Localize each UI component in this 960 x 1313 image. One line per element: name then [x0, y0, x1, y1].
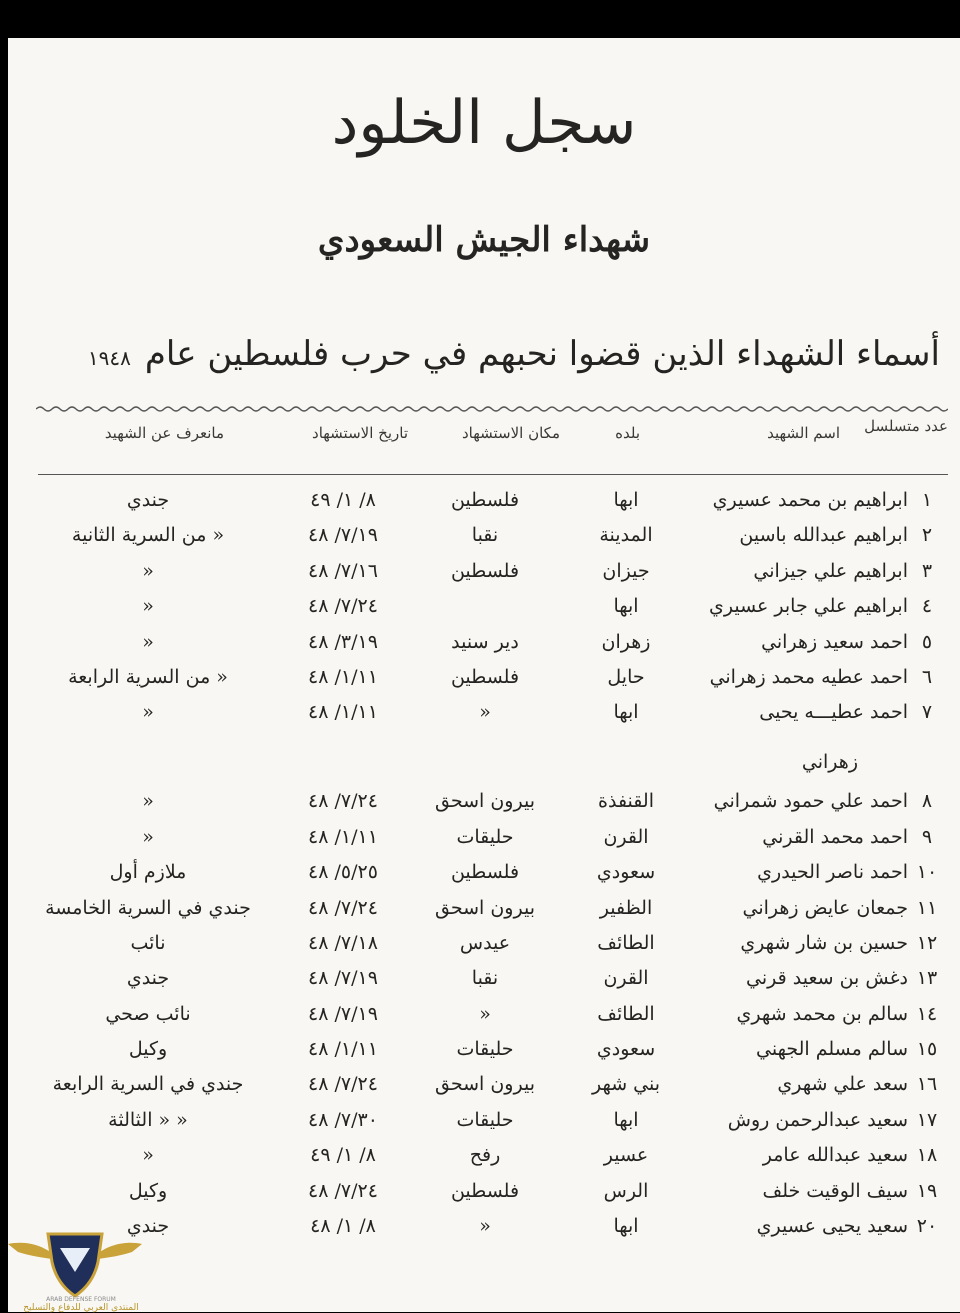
martyr-notes: جندي في السرية الخامسة: [45, 896, 251, 919]
martyr-name: احمد عطيـــه يحيى: [759, 701, 908, 724]
table-row: [36, 925, 948, 960]
row-num: ٨: [921, 790, 933, 813]
row-num: ١٤: [916, 1002, 938, 1025]
martyr-town: المدينة: [599, 524, 653, 547]
table-row: [36, 517, 948, 552]
table-row: [36, 1173, 948, 1208]
table-row: [36, 960, 948, 995]
martyr-town: القرن: [603, 967, 649, 990]
martyr-town: ابها: [613, 1108, 639, 1131]
row-num: ١: [921, 489, 933, 511]
table-row: [36, 854, 948, 889]
martyr-name: احمد محمد القرني: [762, 825, 908, 848]
martyr-town: القرن: [603, 825, 649, 848]
martyr-name: سعيد عبدالرحمن روش: [727, 1108, 908, 1131]
martyr-notes: نائب: [130, 931, 166, 954]
table-row: [36, 1031, 948, 1066]
martyrdom-place: فلسطين: [450, 861, 520, 884]
martyrdom-date: ٣/١٩/ ٤٨: [308, 630, 378, 653]
row-num: ٤: [921, 595, 933, 618]
table-row: [36, 659, 948, 694]
row-num: ١٨: [916, 1144, 938, 1167]
martyr-notes: ملازم أول: [109, 861, 187, 884]
martyr-name: ابراهيم علي جيزاني: [753, 559, 908, 582]
martyr-name: جمعان عايض زهراني: [742, 896, 908, 919]
martyr-name: ابراهيم علي جابر عسيري: [709, 595, 908, 618]
document-subtitle: شهداء الجيش السعودي: [317, 220, 651, 260]
martyrdom-place: فلسطين: [450, 665, 520, 688]
row-num: ١١: [916, 896, 938, 919]
list-heading: [36, 330, 940, 382]
martyr-town: ابها: [613, 489, 639, 511]
row-num: ٦: [921, 665, 933, 688]
martyrdom-place: «: [479, 1215, 491, 1238]
martyrdom-date: ٧/١٩/ ٤٨: [308, 967, 378, 990]
martyr-town: الظفير: [599, 896, 653, 919]
martyr-name-continued: زهراني: [801, 751, 858, 774]
martyr-town: بني شهر: [591, 1073, 661, 1096]
table-row: [36, 783, 948, 818]
header-notes: مانعرف عن الشهيد: [104, 424, 224, 442]
martyr-name: ابراهيم بن محمد عسيري: [712, 489, 908, 511]
martyr-town: سعودي: [596, 861, 656, 884]
martyrdom-place: حليقات: [456, 825, 514, 848]
martyrdom-place: بيرون اسحق: [435, 790, 535, 813]
table-row: [36, 553, 948, 588]
martyr-name: سيف الوقيت خلف: [762, 1179, 908, 1202]
table-row: [36, 624, 948, 659]
martyrdom-place: بيرون اسحق: [435, 896, 535, 919]
martyrdom-date: ٧/١٩/ ٤٨: [308, 1002, 378, 1025]
table-row: [36, 694, 948, 783]
wavy-divider: [36, 404, 948, 414]
martyr-town: حايل: [607, 665, 645, 688]
martyrdom-date: ٧/٢٤/ ٤٨: [308, 896, 378, 919]
martyrdom-place: فلسطين: [450, 559, 520, 582]
martyrdom-date: ١/١١/ ٤٨: [308, 665, 378, 688]
table-header: [36, 416, 948, 472]
document-title: سجل الخلود: [331, 88, 637, 158]
row-num: ١٣: [916, 967, 938, 990]
martyrdom-date: ٧/١٨/ ٤٨: [308, 931, 378, 954]
table-row: [36, 819, 948, 854]
martyr-name: سالم مسلم الجهني: [756, 1038, 908, 1061]
document-page: [8, 38, 960, 1312]
table-row: [36, 996, 948, 1031]
martyrdom-place: حليقات: [456, 1108, 514, 1131]
martyrdom-date: ٨/ ١/ ٤٩: [310, 489, 376, 511]
header-town: بلده: [615, 424, 640, 442]
martyr-notes: « « الثالثة: [108, 1108, 188, 1131]
martyr-town: الطائف: [597, 931, 655, 954]
martyr-town: ابها: [613, 1215, 639, 1238]
martyrdom-date: ١/١١/ ٤٨: [308, 1038, 378, 1061]
martyr-name: حسين بن شار شهري: [740, 931, 908, 954]
header-num: عدد متسلسل: [864, 417, 948, 435]
row-num: ١٢: [916, 931, 938, 954]
martyrdom-place: فلسطين: [450, 489, 520, 511]
martyr-town: الطائف: [597, 1002, 655, 1025]
martyr-town: سعودي: [596, 1038, 656, 1061]
martyrdom-place: حليقات: [456, 1038, 514, 1061]
martyrdom-place: فلسطين: [450, 1179, 520, 1202]
martyr-notes: « من السرية الثانية: [71, 524, 225, 547]
martyr-notes: «: [142, 790, 154, 813]
header-place: مكان الاستشهاد: [461, 424, 560, 442]
martyr-name: سعيد يحيى عسيري: [756, 1215, 908, 1238]
row-num: ١٥: [916, 1038, 938, 1061]
martyrdom-date: ٧/٣٠/ ٤٨: [308, 1108, 378, 1131]
martyr-name: احمد ناصر الحيدري: [757, 861, 908, 884]
martyr-notes: «: [142, 701, 154, 724]
martyrdom-place: «: [479, 701, 491, 724]
table-row: [36, 1208, 948, 1243]
martyrdom-date: ٨/ ١/ ٤٩: [310, 1144, 376, 1167]
martyr-town: القنفذة: [598, 790, 654, 813]
martyr-notes: جندي: [126, 967, 170, 990]
martyr-name: احمد علي حمود شمراني: [713, 790, 908, 813]
row-num: ٢٠: [916, 1215, 938, 1238]
martyr-notes: «: [142, 1144, 154, 1167]
martyr-town: الرس: [603, 1179, 649, 1202]
martyrdom-date: ٧/٢٤/ ٤٨: [308, 595, 378, 618]
martyr-notes: «: [142, 825, 154, 848]
table-row: [36, 1102, 948, 1137]
martyr-town: جيزان: [602, 559, 650, 582]
row-num: ١٧: [916, 1108, 938, 1131]
forum-logo-text: ARAB DEFENSE FORUM المنتدى العربي للدفاع والتسليح: [23, 1296, 139, 1313]
row-num: ١٩: [916, 1179, 938, 1202]
row-num: ٣: [921, 559, 933, 582]
header-date: تاريخ الاستشهاد: [312, 424, 408, 442]
row-num: ٩: [921, 825, 933, 848]
row-num: ٢: [921, 524, 933, 547]
row-num: ١٦: [916, 1073, 938, 1096]
martyrdom-date: ١/١١/ ٤٨: [308, 701, 378, 724]
martyrdom-date: ٧/٢٤/ ٤٨: [308, 1073, 378, 1096]
martyr-notes: جندي: [126, 489, 170, 511]
martyr-notes: «: [142, 630, 154, 653]
martyr-town: زهران: [601, 630, 651, 653]
heading-text: أسماء الشهداء الذين قضوا نحبهم في حرب فلسطين عام: [144, 334, 940, 374]
martyrs-table-body: [36, 482, 948, 1243]
martyrdom-place: نقبا: [471, 967, 499, 990]
martyrdom-place: عيدس: [459, 931, 511, 954]
martyrdom-date: ٨/ ١/ ٤٨: [310, 1215, 376, 1238]
martyr-name: سعيد عبدالله عامر: [762, 1144, 908, 1167]
martyr-name: ابراهيم عبدالله باسين: [739, 524, 908, 547]
martyr-town: عسير: [603, 1144, 649, 1167]
martyr-town: ابها: [613, 701, 639, 724]
martyr-name: سالم بن محمد شهري: [736, 1002, 908, 1025]
martyr-name: احمد عطيه محمد زهراني: [709, 665, 908, 688]
martyrdom-place: رفح: [469, 1144, 501, 1167]
martyr-notes: «: [142, 559, 154, 582]
row-num: ١٠: [916, 861, 938, 884]
martyr-name: دغش بن سعيد قرني: [746, 967, 908, 990]
martyrdom-date: ٧/١٩/ ٤٨: [308, 524, 378, 547]
martyr-notes: وكيل: [128, 1179, 168, 1202]
heading-year: ١٩٤٨: [87, 346, 131, 370]
martyr-notes: «: [142, 595, 154, 618]
martyrdom-place: نقبا: [471, 524, 499, 547]
martyr-name: سعد علي شهري: [777, 1073, 908, 1096]
martyr-name: احمد سعيد زهراني: [761, 630, 908, 653]
martyrdom-place: بيرون اسحق: [435, 1073, 535, 1096]
row-num: ٧: [921, 701, 933, 724]
martyr-notes: وكيل: [128, 1038, 168, 1061]
table-row: [36, 588, 948, 623]
martyrdom-place: دير سنيد: [451, 630, 519, 653]
martyrdom-date: ٧/١٦/ ٤٨: [308, 559, 378, 582]
table-row: [36, 890, 948, 925]
martyr-notes: جندي: [126, 1215, 170, 1238]
martyr-notes: جندي في السرية الرابعة: [52, 1073, 244, 1096]
header-rule: [38, 474, 948, 475]
martyrdom-date: ٧/٢٤/ ٤٨: [308, 790, 378, 813]
martyr-notes: نائب صحي: [105, 1002, 191, 1025]
header-name: اسم الشهيد: [767, 424, 840, 442]
martyrdom-date: ٥/٢٥/ ٤٨: [308, 861, 378, 884]
martyrdom-date: ٧/٢٤/ ٤٨: [308, 1179, 378, 1202]
row-num: ٥: [921, 630, 933, 653]
table-row: [36, 1066, 948, 1101]
martyr-notes: « من السرية الرابعة: [68, 665, 228, 688]
martyrdom-date: ١/١١/ ٤٨: [308, 825, 378, 848]
martyr-town: ابها: [613, 595, 639, 618]
martyrdom-place: «: [479, 1002, 491, 1025]
table-row: [36, 1137, 948, 1172]
table-row: [36, 482, 948, 517]
